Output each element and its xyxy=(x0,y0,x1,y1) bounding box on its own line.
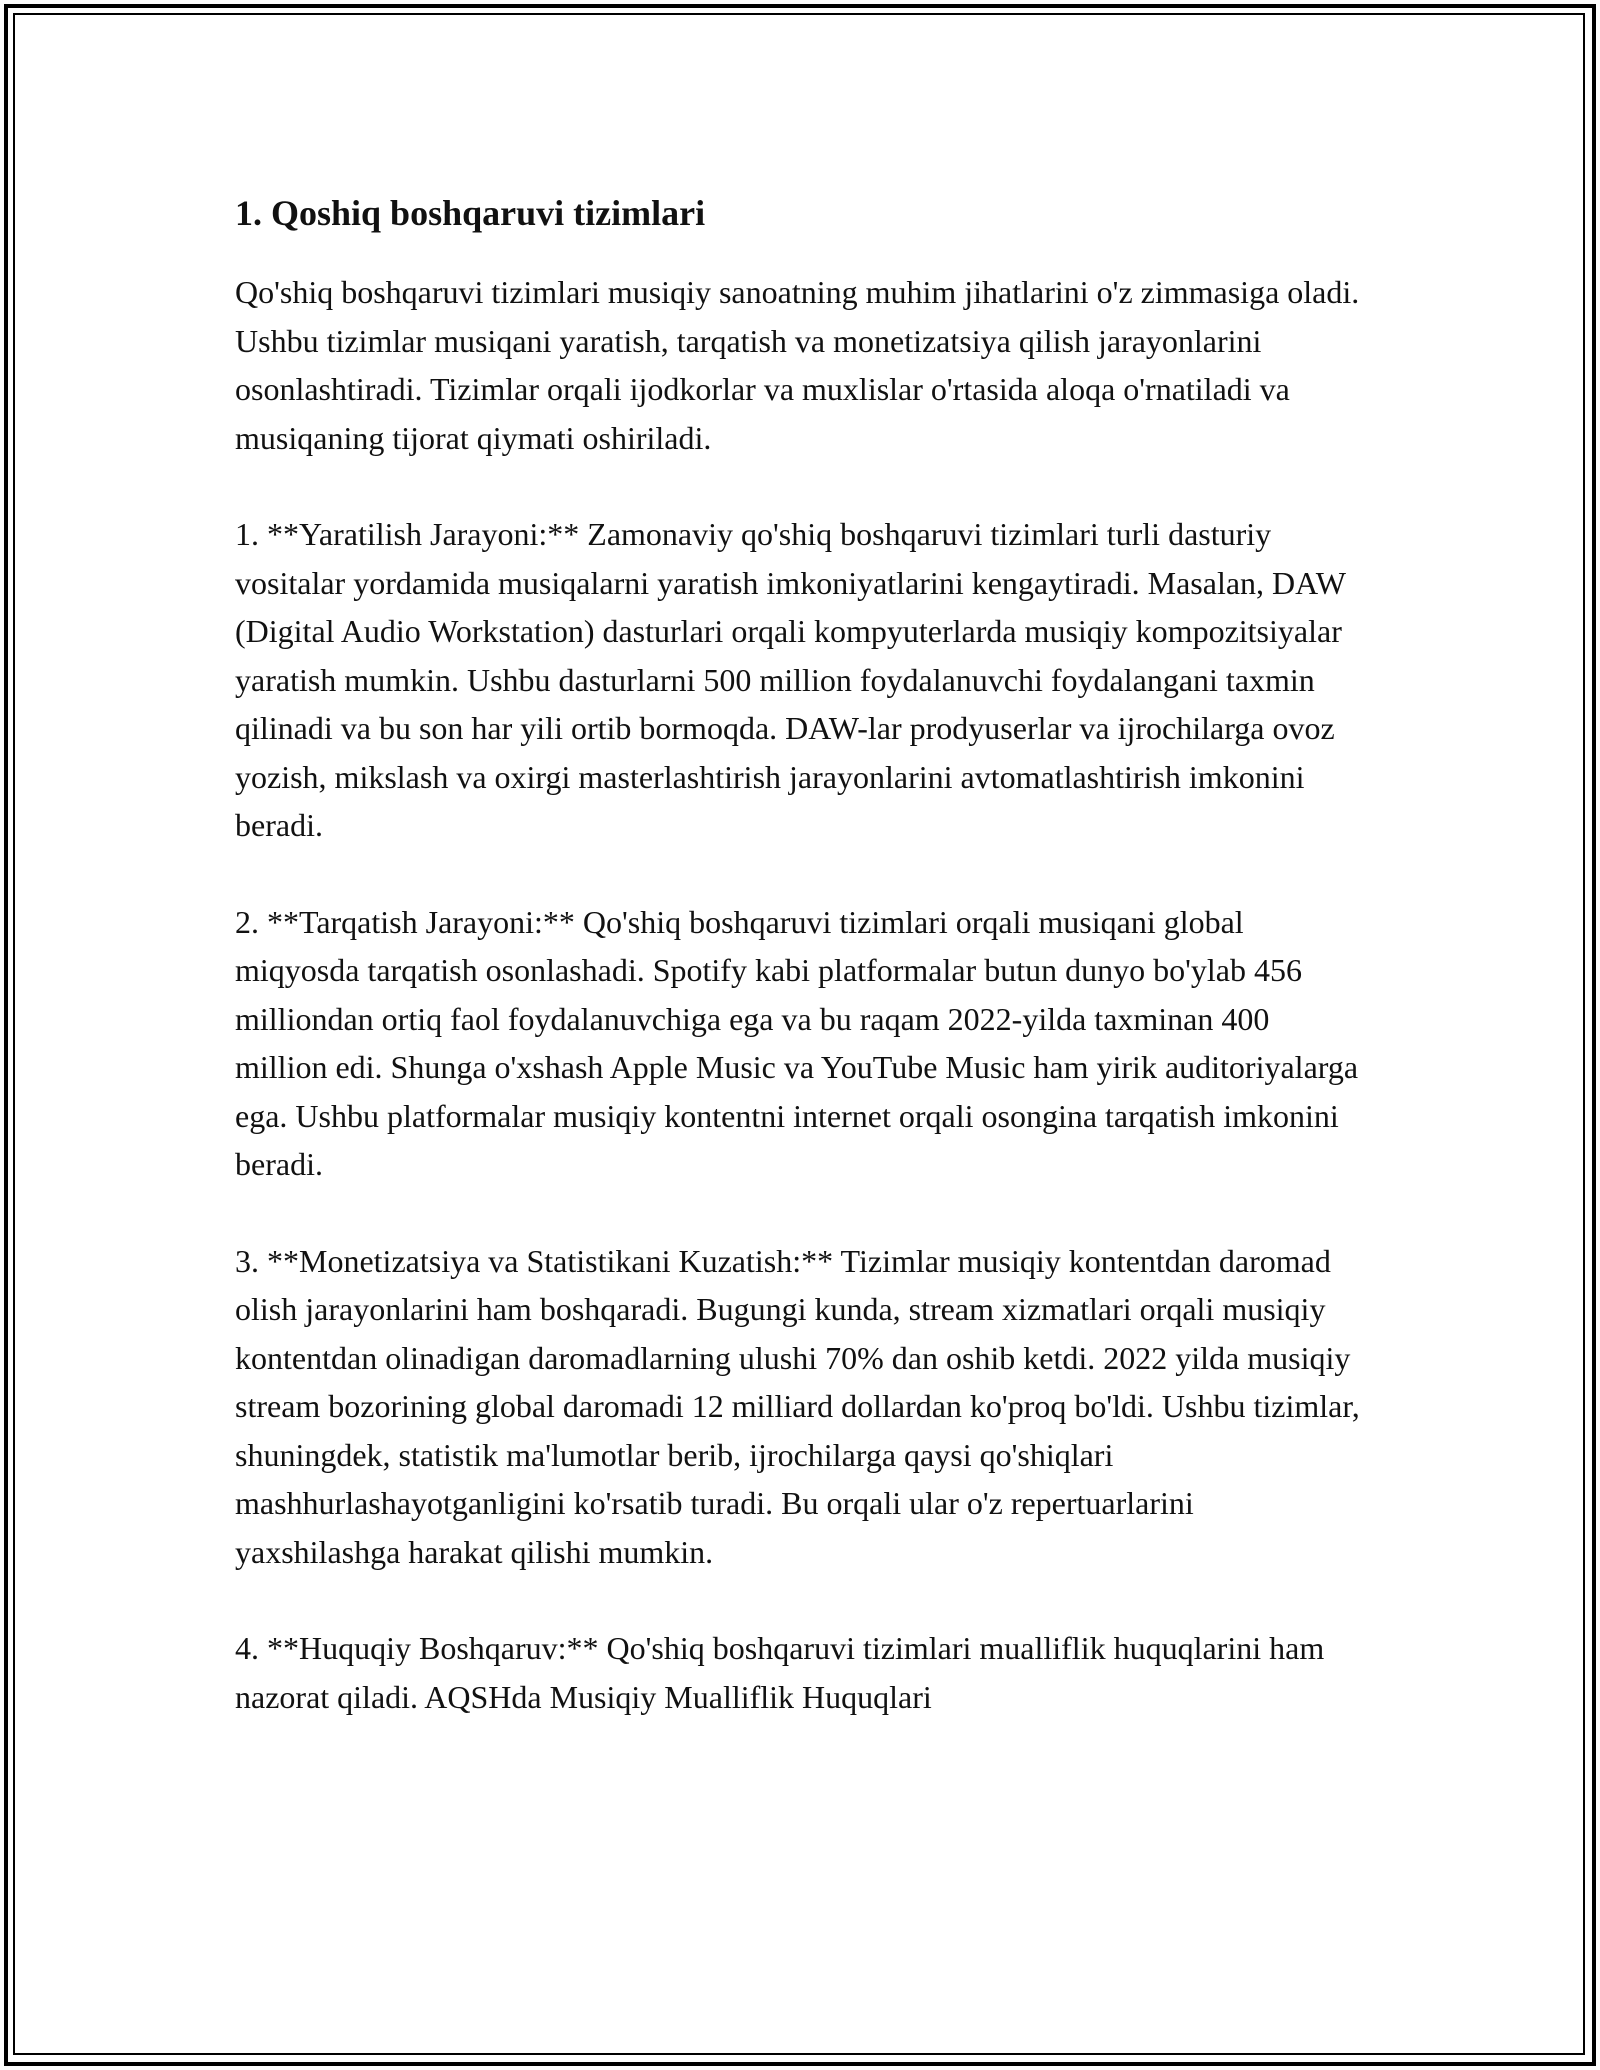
section-heading: 1. Qoshiq boshqaruvi tizimlari xyxy=(235,193,706,233)
paragraph-creation-process: 1. **Yaratilish Jarayoni:** Zamonaviy qo'shiq boshqaruvi tizimlari turli dasturiy vositalar yordamida musiqalarni yaratish imkoniyatlarini kengaytiradi. Masalan, DAW (Digital Audio Workstation) dasturlari orqali kompyuterlarda musiqiy kompozitsiyalar yaratish mumkin. Ushbu dasturlarni 500 million foydalanuvchi foydalangani taxmin qilinadi va bu son har yili ortib bormoqda. DAW-lar prodyuserlar va ijrochilarga ovoz yozish, mikslash va oxirgi masterlashtirish jarayonlarini avtomatlashtirish imkonini beradi. xyxy=(235,516,1346,843)
intro-paragraph: Qo'shiq boshqaruvi tizimlari musiqiy sanoatning muhim jihatlarini o'z zimmasiga oladi. Ushbu tizimlar musiqani yaratish, tarqatish va monetizatsiya qilish jarayonlarini osonlashtiradi. Tizimlar orqali ijodkorlar va muxlislar o'rtasida aloqa o'rnatiladi va musiqaning tijorat qiymati oshiriladi. xyxy=(235,274,1360,456)
paragraph-monetization-statistics: 3. **Monetizatsiya va Statistikani Kuzatish:** Tizimlar musiqiy kontentdan daromad olish jarayonlarini ham boshqaradi. Bugungi kunda, stream xizmatlari orqali musiqiy kontentdan olinadigan daromadlarning ulushi 70% dan oshib ketdi. 2022 yilda musiqiy stream bozorining global daromadi 12 milliard dollardan ko'proq bo'ldi. Ushbu tizimlar, shuningdek, statistik ma'lumotlar berib, ijrochilarga qaysi qo'shiqlari mashhurlashayotganligini ko'rsatib turadi. Bu orqali ular o'z repertuarlarini yaxshilashga harakat qilishi mumkin. xyxy=(235,1242,1360,1570)
paragraph-distribution-process: 2. **Tarqatish Jarayoni:** Qo'shiq boshqaruvi tizimlari orqali musiqani global miqyosda tarqatish osonlashadi. Spotify kabi platformalar butun dunyo bo'ylab 456 milliondan ortiq faol foydalanuvchiga ega va bu raqam 2022-yilda taxminan 400 million edi. Shunga o'xshash Apple Music va YouTube Music ham yirik auditoriyalarga ega. Ushbu platformalar musiqiy kontentni internet orqali osongina tarqatish imkonini beradi. xyxy=(235,903,1359,1182)
paragraph-legal-management: 4. **Huquqiy Boshqaruv:** Qo'shiq boshqaruvi tizimlari mualliflik huquqlarini ham nazorat qiladi. AQSHda Musiqiy Mualliflik Huquqlari xyxy=(235,1630,1325,1715)
document-body xyxy=(235,188,1365,1721)
